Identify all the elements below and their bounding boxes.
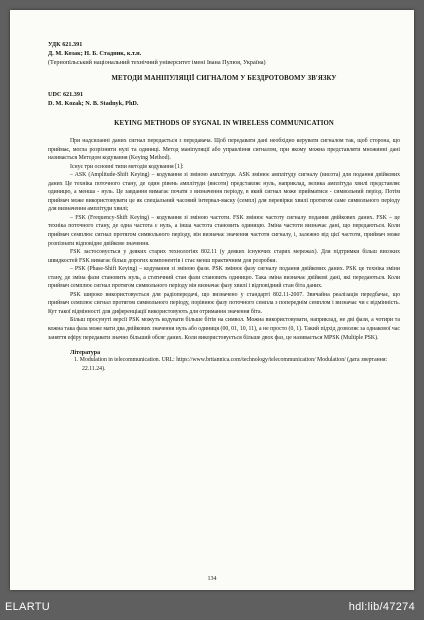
page-number: 134 <box>207 576 217 582</box>
udk-ua: УДК 621.391 <box>48 41 83 48</box>
english-header <box>48 90 400 108</box>
udk-en: UDC 621.391 <box>48 91 84 98</box>
body-paragraph: Існує три основні типи методів кодування [1]: <box>70 163 184 170</box>
title-en: KEYING METHODS OF SYGNAL IN WIRELESS COMMUNICATION <box>114 120 334 127</box>
body-paragraph: Більш просунуті версії PSK можуть кодувати більше бітів на символ. Можна використовувати, наприклад, не дві фази, а чотири та кожна така фаза може мати два двійкових значення нуль або одиниця (00, 01, 10, 11), а не просто (0, 1). Такий підхід дозволяє за однакової час заняття ефіру передавати значно більший обсяг даних. Коли використовується більше двох фаз, це називається MPSK (Multiple PSK). <box>48 317 400 341</box>
footer-bar <box>0 596 424 620</box>
affiliation-ua: (Тернопільський національний технічний університет імені Івана Пулюя, Україна) <box>48 59 266 66</box>
body-paragraph-ask: – ASK (Amplitude-Shift Keying) – кодування зі зміною амплітуди. ASK змінює амплітуду сигналу (висота) для подання двійкових даних Це техніка поточного стану, де один рівень амплітуди (висоти) представляє нуль, наприклад, велика амплітуда хвилі представляє одиницю, а менша - нуль. Це завдання вимагає почати з визначення періоду, в який сигнал може прийматися - символьний період. Потім приймач може використовувати це як спеціальний часовий інтервал-маску (семпл) для перевірки хвилі протягом саме символьного періоду для визначення амплітуди хвилі; <box>48 172 400 213</box>
body-paragraph-fsk: – FSK (Frequency-Shift Keying) – кодування зі зміною частоти. FSK змінює частоту сигналу подання двійкових даних. FSK – це техніка поточного стану, де одна частота є нуль, а інша частота становить одиницю. Зміна частоти визначає дані, що передаються. Коли приймач семплює сигнал протягом символьного періоду, він визначає значення частоти сигналу, і, залежно від цієї частоти, приймач може розпізнати відповідне двійкове значення. <box>48 214 400 247</box>
title-ua: МЕТОДИ МАНІПУЛЯЦІЇ СИГНАЛОМ У БЕЗДРОТОВОМУ ЗВ'ЯЗКУ <box>111 75 337 82</box>
authors-en: D. M. Kozak; N. B. Stadnyk, PhD. <box>48 100 139 107</box>
body-paragraph: FSK застосовується у деяких старих технологіях 802.11 (у деяких існуючих старих мережах). Для підтримки більш високих швидкостей FSK вимагає більш дорогих компонентів і стає менш практичним для розробки. <box>48 249 400 264</box>
footer-handle-label: hdl:lib/47274 <box>348 601 415 613</box>
page-content <box>48 40 400 373</box>
footer-repository-label: ELARTU <box>5 601 50 613</box>
authors-ua: Д. М. Козак; Н. Б. Стадник, к.т.н. <box>48 50 142 57</box>
reference-item: 1. Modulation in telecommunication. URL: https://www.britannica.com/technology/telecommunication/ Modulation/ (дата звертання: 22.11.24). <box>74 357 388 372</box>
body-paragraph: При надсиланні даних сигнал передається з передавача. Щоб передавати дані необхідно керувати сигналом так, щоб сторона, що приймає, могла розрізнити нулі та одиниці. Метод маніпуляції або управління сигналом, при якому можна представляти множинні дані називається Методом кодування (Keying Method). <box>48 138 400 162</box>
document-page <box>10 10 414 590</box>
body-paragraph-psk: – PSK (Phase-Shift Keying) – кодування зі зміною фази. PSK змінює фазу сигналу подання двійкових даних. PSK це техніка зміни стану, де зміна фази становить нуль, а статичний стан фази становить одиницю. Така зміна визначає двійкові дані, які передаються. Коли приймач семплює сигнал протягом символьного періоду він визначає фазу хвилі і відповідний стан біта даних. <box>48 266 400 290</box>
body-paragraph: PSK широко використовується для радіопередачі, що визначено у стандарті 802.11-2007. Звичайна реалізація передбачає, що приймач семплює сигнал протягом символьного періоду, порівнює фазу поточного семпла з попереднім семплом і визначає чи є відмінність. Кут такої відмінності для диференціації використовують для отримання значення біта. <box>48 291 400 315</box>
references-title: Література <box>70 350 101 357</box>
